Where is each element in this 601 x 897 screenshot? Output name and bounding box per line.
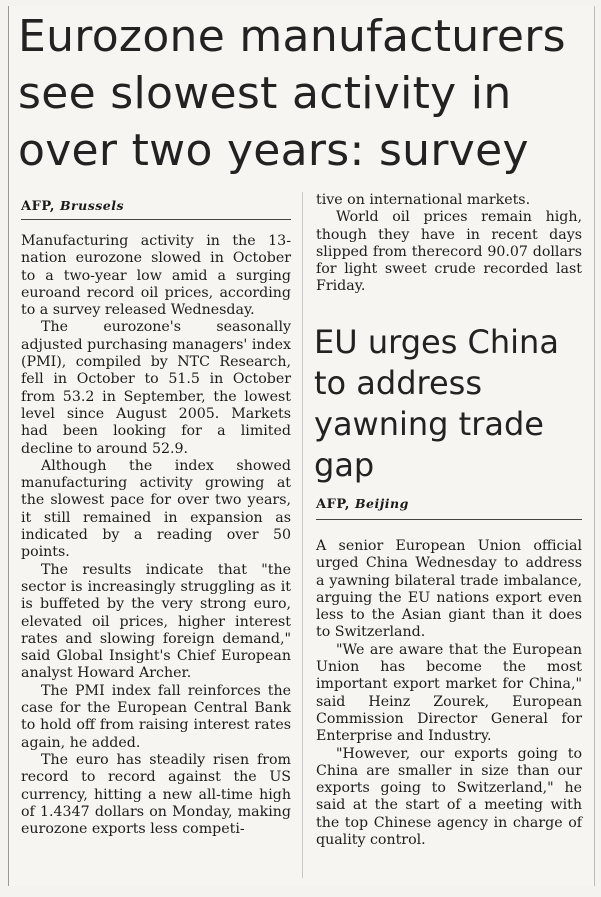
- paragraph: The PMI index fall reinforces the case for the European Central Bank to hold off from raising interest rates again, he added.: [21, 682, 291, 751]
- paragraph: "However, our exports going to China are smaller in size than our exports going to Switzerland," he said at the start of a meeting with the top Chinese agency in charge of quality control.: [316, 745, 582, 849]
- byline-article-2: [316, 496, 409, 512]
- article-2-body: [316, 538, 582, 849]
- article-2-headline: EU urges China to address yawning trade gap: [314, 323, 559, 484]
- byline-location: Beijing: [354, 496, 409, 511]
- article-1-column-left: [21, 233, 291, 838]
- paragraph: Manufacturing activity in the 13-nation eurozone slowed in October to a two-year low amid a surging euroand record oil prices, according to a survey released Wednesday.: [21, 233, 291, 319]
- article-1-continuation: [316, 192, 582, 296]
- byline-location: Brussels: [59, 198, 125, 213]
- paragraph: Although the index showed manufacturing activity growing at the slowest pace for over two years, it still remained in expansion as indicated by a reading over 50 points.: [21, 457, 291, 561]
- byline-article-1: [21, 198, 124, 214]
- byline-rule: [316, 519, 582, 520]
- byline-agency: AFP,: [316, 497, 350, 512]
- byline-rule: [21, 219, 291, 220]
- paragraph: A senior European Union official urged China Wednesday to address a yawning bilateral trade imbalance, arguing the EU nations export even less to the Asian giant than it does to Switzerland.: [316, 538, 582, 641]
- paragraph: "We are aware that the European Union has become the most important export market for China," said Heinz Zourek, European Commission Director General for Enterprise and Industry.: [316, 641, 582, 745]
- paragraph: World oil prices remain high, though they have in recent days slipped from therecord 90.07 dollars for light sweet crude recorded last Friday.: [316, 209, 582, 295]
- column-divider: [302, 192, 303, 878]
- paragraph: The euro has steadily risen from record to record against the US currency, hitting a new all-time high of 1.4347 dollars on Monday, making eurozone exports less competi-: [21, 751, 291, 838]
- paragraph: The results indicate that "the sector is increasingly struggling as it is buffeted by the very strong euro, elevated oil prices, higher interest rates and slowing foreign demand," said Global Insight's Chief European analyst Howard Archer.: [21, 561, 291, 682]
- byline-agency: AFP,: [21, 199, 55, 214]
- main-headline: Eurozone manufacturers see slowest activity in over two years: survey: [18, 11, 566, 176]
- paragraph: tive on international markets.: [316, 192, 531, 208]
- paragraph: The eurozone's seasonally adjusted purchasing managers' index (PMI), compiled by NTC Research, fell in October to 51.5 in October from 53.2 in September, the lowest level since August 2005. Markets had been looking for a limited decline to around 52.9.: [21, 319, 291, 457]
